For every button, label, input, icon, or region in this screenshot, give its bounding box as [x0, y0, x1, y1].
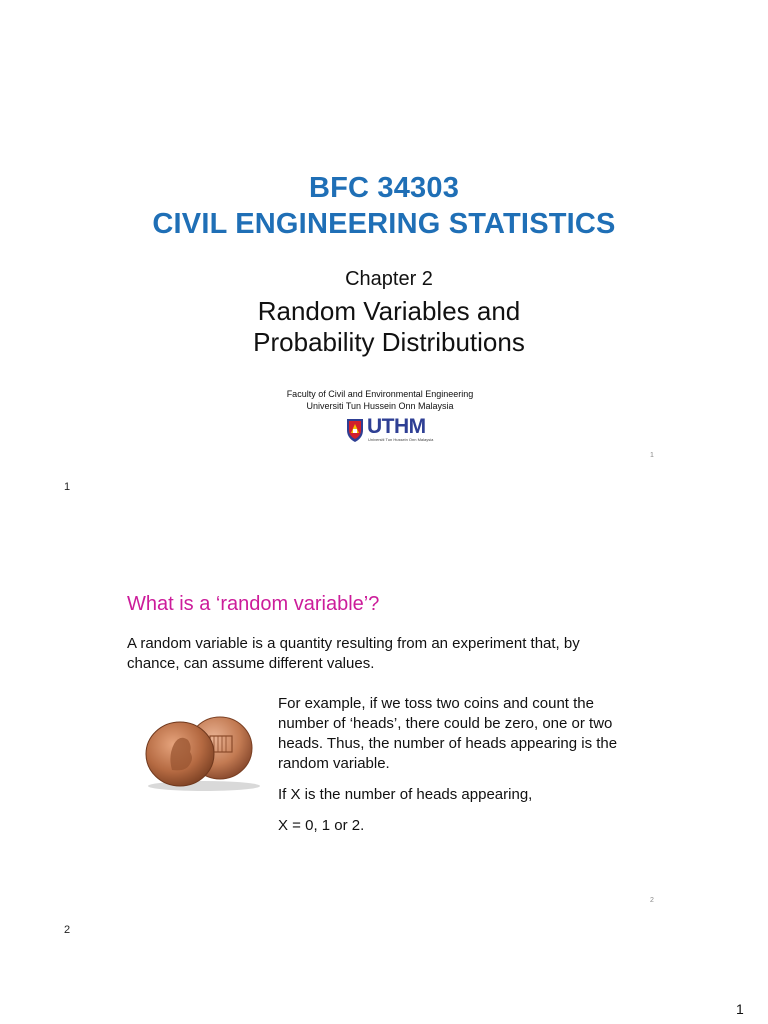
chapter-title-line1: Random Variables and: [257, 296, 521, 326]
faculty-line2: Universiti Tun Hussein Onn Malaysia: [306, 401, 454, 411]
chapter-title-line2: Probability Distributions: [253, 327, 525, 357]
slide-heading: What is a ‘random variable’?: [127, 593, 380, 615]
faculty-info: [0, 388, 760, 412]
coins-image: [138, 712, 268, 792]
chapter-title: [0, 296, 768, 358]
definition-x-paragraph: If X is the number of heads appearing,: [278, 786, 533, 803]
slide-number: 2: [650, 897, 654, 904]
course-name: CIVIL ENGINEERING STATISTICS: [152, 208, 616, 240]
definition-paragraph: A random variable is a quantity resulting from an experiment that, by chance, can assume different values.: [127, 635, 580, 672]
slide-number: 1: [650, 452, 654, 459]
faculty-line1: Faculty of Civil and Environmental Engineering: [286, 389, 474, 399]
course-code: BFC 34303: [308, 172, 460, 204]
page-number: 1: [64, 481, 71, 493]
logo-subtext: Universiti Tun Hussein Onn Malaysia: [368, 437, 434, 442]
example-paragraph: For example, if we toss two coins and count the number of ‘heads’, there could be zero, one or two heads. Thus, the number of heads appearing is the random variable.: [278, 695, 618, 772]
sheet-number: 1: [736, 1001, 744, 1017]
crest-icon: [345, 417, 365, 443]
uthm-logo: [345, 416, 441, 444]
chapter-label: Chapter 2: [345, 268, 433, 290]
x-values-paragraph: X = 0, 1 or 2.: [278, 817, 365, 834]
logo-text: UTHM: [367, 415, 426, 438]
page-number: 2: [64, 924, 71, 936]
